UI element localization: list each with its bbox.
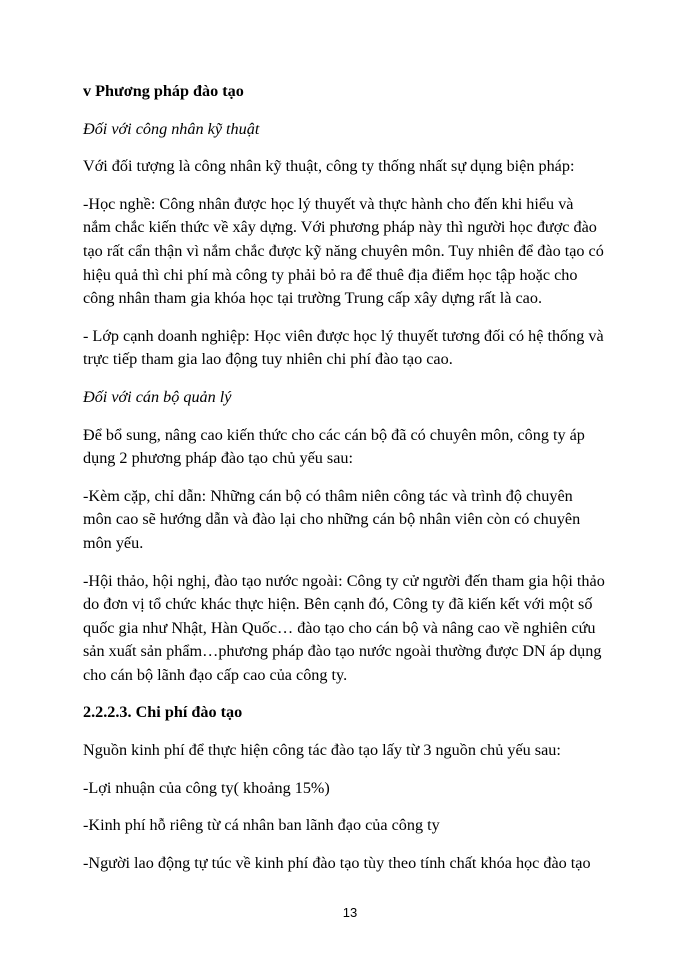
paragraph-line: tạo rất cẩn thận vì nắm chắc được kỹ năng chuyên môn. Tuy nhiên để đào tạo có xyxy=(83,241,604,260)
paragraph-line: do đơn vị tổ chức khác thực hiện. Bên cạnh đó, Công ty đã kiến kết với một số xyxy=(83,595,593,614)
subheading-managers xyxy=(83,386,623,410)
paragraph-line: -Người lao động tự túc về kinh phí đào tạo tùy theo tính chất khóa học đào tạo xyxy=(83,853,591,872)
list-item-leadership-funding xyxy=(83,814,623,838)
paragraph-worker-intro xyxy=(83,155,623,179)
paragraph-line: nắm chắc kiến thức về xây dựng. Với phương pháp này thì người học được đào xyxy=(83,218,597,237)
paragraph-line: cho cán bộ lãnh đạo cấp cao của công ty. xyxy=(83,665,348,684)
page-number: 13 xyxy=(342,905,358,920)
subheading-line: Đối với công nhân kỹ thuật xyxy=(83,119,260,138)
paragraph-line: quốc gia như Nhật, Hàn Quốc… đào tạo cho cán bộ và nâng cao về nghiên cứu xyxy=(83,618,596,637)
paragraph-line: -Kinh phí hỗ riêng từ cá nhân ban lãnh đạo của công ty xyxy=(83,816,440,835)
paragraph-line: sản xuất sản phẩm…phương pháp đào tạo nước ngoài thường được DN áp dụng xyxy=(83,642,602,661)
paragraph-enterprise-class xyxy=(83,325,623,372)
paragraph-line: dụng 2 phương pháp đào tạo chủ yếu sau: xyxy=(83,449,353,468)
paragraph-line: môn yếu. xyxy=(83,533,144,552)
paragraph-apprenticeship xyxy=(83,193,623,311)
paragraph-line: Để bổ sung, nâng cao kiến thức cho các cán bộ đã có chuyên môn, công ty áp xyxy=(83,425,585,444)
section-heading-training-methods xyxy=(83,80,623,104)
list-item-self-funding xyxy=(83,852,623,876)
paragraph-manager-intro xyxy=(83,424,623,471)
paragraph-line: môn cao sẽ hướng dẫn và đào lại cho những cán bộ nhân viên còn có chuyên xyxy=(83,510,581,529)
heading-line: 2.2.2.3. Chi phí đào tạo xyxy=(83,703,243,722)
subheading-line: Đối với cán bộ quản lý xyxy=(83,387,232,406)
section-heading-training-cost xyxy=(83,701,623,725)
paragraph-line: -Kèm cặp, chỉ dẫn: Những cán bộ có thâm niên công tác và trình độ chuyên xyxy=(83,486,573,505)
paragraph-funding-intro xyxy=(83,739,623,763)
list-item-company-profit xyxy=(83,777,623,801)
paragraph-line: hiệu quả thì chi phí mà công ty phải bỏ ra để thuê địa điểm học tập hoặc cho xyxy=(83,265,578,284)
paragraph-line: Với đối tượng là công nhân kỹ thuật, công ty thống nhất sự dụng biện pháp: xyxy=(83,157,575,176)
paragraph-mentoring xyxy=(83,485,623,556)
paragraph-line: trực tiếp tham gia lao động tuy nhiên chi phí đào tạo cao. xyxy=(83,350,453,369)
paragraph-line: công nhân tham gia khóa học tại trường Trung cấp xây dựng rất là cao. xyxy=(83,289,543,308)
paragraph-line: -Lợi nhuận của công ty( khoảng 15%) xyxy=(83,778,330,797)
paragraph-line: -Học nghề: Công nhân được học lý thuyết và thực hành cho đến khi hiểu và xyxy=(83,194,574,213)
subheading-technical-workers xyxy=(83,118,623,142)
heading-line: v Phương pháp đào tạo xyxy=(83,82,244,100)
paragraph-line: - Lớp cạnh doanh nghiệp: Học viên được học lý thuyết tương đối có hệ thống và xyxy=(83,326,604,345)
paragraph-line: -Hội thảo, hội nghị, đào tạo nước ngoài: Công ty cử người đến tham gia hội thảo xyxy=(83,571,605,590)
paragraph-line: Nguồn kinh phí để thực hiện công tác đào tạo lấy từ 3 nguồn chủ yếu sau: xyxy=(83,741,561,760)
document-body xyxy=(83,80,623,875)
paragraph-seminars-abroad xyxy=(83,570,623,688)
